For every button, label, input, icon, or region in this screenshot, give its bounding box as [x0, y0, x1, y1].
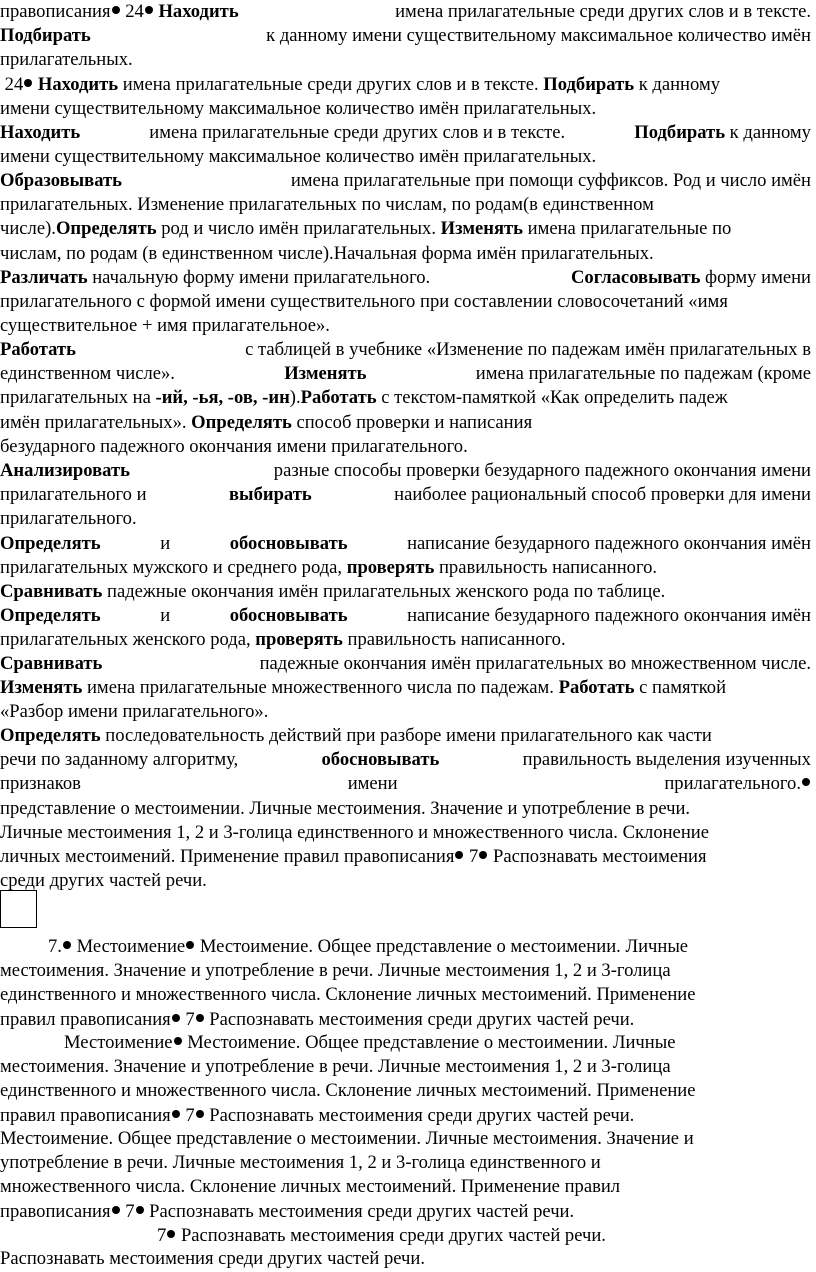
text-run: правильность выделения изученных	[518, 749, 811, 771]
text-line	[0, 338, 811, 362]
paragraph-15	[0, 1247, 811, 1271]
text-run: падежные окончания имён прилагательных женского рода по таблице.	[102, 581, 666, 603]
paragraph-2	[0, 73, 811, 121]
text-run: форму имени	[700, 266, 811, 288]
text-line: «Разбор имени прилагательного».	[0, 701, 269, 723]
text-line	[0, 772, 811, 796]
paragraph-7	[0, 532, 811, 605]
text-run: Распознавать местоимения среди других частей речи.	[204, 1008, 635, 1030]
paragraph-14	[0, 1224, 811, 1248]
bullet-icon	[167, 1230, 175, 1238]
text-run: Местоимение	[71, 936, 186, 957]
text-line: имени существительному максимальное количество имён прилагательных.	[0, 98, 597, 120]
text-line: безударного падежного окончания имени прилагательного.	[0, 435, 468, 457]
bold-verb: Работать	[558, 677, 635, 699]
text-run: последовательность действий при разборе имени прилагательного как части	[100, 725, 712, 746]
text-run: имена прилагательные по падежам (кроме	[471, 363, 811, 385]
bullet-icon	[63, 941, 71, 949]
text-run: прилагательного.	[664, 773, 801, 795]
bullet-icon	[172, 1110, 180, 1118]
text-line: прилагательных. Изменение прилагательных по числам, по родам(в единственном	[0, 194, 654, 216]
text-run: 24	[0, 74, 24, 95]
text-line	[0, 217, 811, 241]
text-run: 7	[464, 845, 479, 867]
bold-verb: Работать	[300, 387, 377, 409]
text-run: прилагательного и	[0, 484, 152, 506]
text-run: с текстом-памяткой «Как определить падеж	[376, 387, 728, 409]
bold-verb: Изменять	[440, 218, 523, 240]
text-run: Распознавать местоимения среди других частей речи.	[144, 1200, 575, 1222]
text-run: правописания	[0, 1200, 111, 1222]
text-run: наиболее рациональный способ проверки для имени	[389, 484, 811, 506]
text-run: речи по заданному алгоритму,	[0, 749, 243, 771]
text-run: падежные окончания имён прилагательных во множественном числе.	[254, 653, 811, 674]
text-line: Личные местоимения 1, 2 и 3-голица единственного и множественного числа. Склонение	[0, 821, 709, 843]
text-line	[0, 628, 811, 652]
bullet-icon	[479, 851, 487, 859]
bold-verb: проверять	[255, 629, 343, 651]
text-run: прилагательных мужского и среднего рода,	[0, 557, 347, 579]
bold-verb: Находить	[0, 122, 81, 143]
bold-verb: Определять	[191, 411, 292, 433]
paragraph-5	[0, 338, 811, 459]
text-line	[0, 483, 811, 507]
bold-verb: обосновывать	[229, 533, 348, 554]
text-run: имена прилагательные среди других слов и в тексте.	[390, 1, 811, 22]
text-run: ).	[289, 387, 301, 409]
text-line	[0, 362, 811, 386]
text-line	[0, 1200, 811, 1224]
text-line	[0, 1031, 811, 1055]
text-line	[0, 0, 811, 24]
bold-verb: Сравнивать	[0, 653, 103, 674]
text-line	[0, 652, 811, 676]
text-run: и	[155, 605, 175, 626]
text-run: имени	[347, 773, 398, 795]
text-run: признаков	[0, 773, 81, 795]
bold-verb: Находить	[37, 74, 119, 95]
text-run: имена прилагательные среди других слов и в тексте.	[144, 122, 570, 143]
text-line: местоимения. Значение и употребление в речи. Личные местоимения 1, 2 и 3-голица	[0, 960, 671, 982]
empty-box	[0, 890, 37, 928]
text-run: прилагательных женского рода,	[0, 629, 256, 651]
bullet-icon	[196, 1110, 204, 1118]
text-line: имени существительному максимальное количество имён прилагательных.	[0, 146, 597, 168]
bold-suffixes: -ий, -ья, -ов, -ин	[155, 387, 290, 409]
text-line	[0, 386, 811, 410]
text-run: род и число имён прилагательных.	[156, 218, 441, 240]
bold-verb: Работать	[0, 339, 76, 360]
text-run: Местоимение	[64, 1032, 173, 1053]
text-line	[0, 676, 811, 700]
bold-verb: Различать	[0, 266, 88, 288]
text-line	[0, 459, 811, 483]
paragraph-10	[0, 724, 811, 893]
text-run: начальную форму имени прилагательного.	[87, 266, 435, 288]
text-run: числе).	[0, 218, 56, 240]
text-run: 24	[120, 1, 144, 22]
paragraph-6	[0, 459, 811, 532]
bullet-icon	[455, 851, 463, 859]
text-run: Распознавать местоимения среди других частей речи.	[176, 1225, 606, 1246]
text-run: с таблицей в учебнике «Изменение по падежам имён прилагательных в	[240, 339, 811, 360]
text-line: единственного и множественного числа. Склонение личных местоимений. Применение	[0, 1080, 696, 1102]
paragraph-8	[0, 604, 811, 652]
bold-verb: Сравнивать	[0, 581, 103, 603]
text-run: 7	[157, 1225, 167, 1246]
text-line	[0, 121, 811, 145]
bold-verb: проверять	[346, 557, 435, 579]
text-line	[0, 935, 811, 959]
text-line	[0, 1104, 811, 1128]
bullet-icon	[136, 1206, 144, 1214]
bullet-icon	[112, 6, 120, 14]
bullet-icon	[186, 941, 194, 949]
text-run: написание безударного падежного окончания имён	[402, 605, 811, 626]
text-run: Местоимение. Общее представление о местоимении. Личные	[195, 936, 689, 957]
text-line	[0, 1224, 811, 1248]
text-line: прилагательного.	[0, 508, 137, 530]
text-run: к данному	[725, 122, 811, 143]
text-line: прилагательного с формой имени существительного при составлении словосочетаний «имя	[0, 290, 728, 312]
text-run: имена прилагательные множественного числа по падежам.	[82, 677, 559, 699]
text-line	[0, 24, 811, 48]
paragraph-4	[0, 169, 811, 338]
text-run: имена прилагательные среди других слов и в тексте.	[118, 74, 544, 95]
bold-verb: Согласовывать	[570, 266, 701, 288]
bold-verb: Изменять	[284, 363, 367, 385]
text-line: множественного числа. Склонение личных местоимений. Применение правил	[0, 1176, 621, 1198]
bold-verb: Подбирать	[543, 74, 635, 95]
text-run: правописания	[0, 1, 111, 22]
text-run: с памяткой	[634, 677, 727, 699]
text-line	[0, 845, 811, 869]
bold-verb: Определять	[0, 605, 101, 626]
text-line	[0, 266, 811, 290]
text-line	[0, 169, 811, 193]
text-run: Распознавать местоимения	[488, 845, 707, 867]
bold-verb: обосновывать	[321, 749, 440, 771]
text-run: написание безударного падежного окончания имён	[402, 533, 811, 554]
text-line: единственного и множественного числа. Склонение личных местоимений. Применение	[0, 984, 696, 1006]
text-run: и	[155, 533, 175, 554]
text-line	[0, 73, 811, 97]
text-run: 7	[120, 1200, 135, 1222]
bullet-icon	[802, 778, 810, 786]
bold-verb: обосновывать	[229, 605, 348, 626]
paragraph-11	[0, 935, 811, 1032]
text-run: правил правописания	[0, 1104, 171, 1126]
bold-verb: Определять	[0, 725, 101, 746]
text-run: Распознавать местоимения среди других частей речи.	[204, 1104, 635, 1126]
text-line	[0, 411, 811, 435]
text-run: прилагательных на	[0, 387, 156, 409]
text-line: представление о местоимении. Личные местоимения. Значение и употребление в речи.	[0, 797, 691, 819]
text-line	[0, 1008, 811, 1032]
bullet-icon	[112, 1206, 120, 1214]
bold-verb: Определять	[55, 218, 157, 240]
text-run: к данному	[634, 74, 721, 95]
text-run: правильность написанного.	[342, 629, 566, 651]
text-line	[0, 748, 811, 772]
paragraph-3	[0, 121, 811, 169]
text-line: среди других частей речи.	[0, 870, 207, 892]
text-run: способ проверки и написания	[291, 411, 533, 433]
text-line	[0, 532, 811, 556]
paragraph-9	[0, 652, 811, 725]
text-run: единственном числе».	[0, 363, 180, 385]
text-line: прилагательных.	[0, 49, 133, 71]
text-run: 7	[180, 1104, 195, 1126]
text-run: имён прилагательных».	[0, 411, 192, 433]
paragraph-13	[0, 1127, 811, 1224]
text-run: имена прилагательные по	[522, 218, 732, 240]
bullet-icon	[174, 1037, 182, 1045]
bold-verb: выбирать	[229, 484, 312, 506]
bullet-icon	[145, 6, 153, 14]
text-line: существительное + имя прилагательное».	[0, 315, 330, 337]
bold-verb: Анализировать	[0, 460, 130, 481]
text-line: употребление в речи. Личные местоимения 1, 2 и 3-голица единственного и	[0, 1152, 601, 1174]
text-run: личных местоимений. Применение правил правописания	[0, 845, 455, 867]
text-run: разные способы проверки безударного падежного окончания имени	[269, 460, 811, 481]
text-run: 7	[180, 1008, 195, 1030]
text-run: имена прилагательные при помощи суффиксов. Род и число имён	[286, 170, 811, 191]
text-run: к данному имени существительному максимальное количество имён	[261, 25, 811, 47]
bold-verb: Изменять	[0, 677, 83, 699]
text-run: Местоимение. Общее представление о местоимении. Личные	[182, 1032, 676, 1053]
bold-verb: Подбирать	[0, 25, 91, 47]
text-line: Распознавать местоимения среди других частей речи.	[0, 1248, 426, 1269]
bullet-icon	[196, 1014, 204, 1022]
bold-verb: Образовывать	[0, 170, 122, 191]
bullet-icon	[24, 79, 32, 87]
text-line: местоимения. Значение и употребление в речи. Личные местоимения 1, 2 и 3-голица	[0, 1056, 671, 1078]
text-run: правильность написанного.	[434, 557, 658, 579]
bold-verb: Находить	[158, 1, 239, 22]
bold-verb: Подбирать	[634, 122, 726, 143]
text-line: Местоимение. Общее представление о местоимении. Личные местоимения. Значение и	[0, 1128, 694, 1149]
bold-verb: Определять	[0, 533, 101, 554]
text-line	[0, 556, 811, 580]
text-run: 7.	[48, 936, 62, 957]
bullet-icon	[172, 1014, 180, 1022]
text-line	[0, 724, 811, 748]
paragraph-12	[0, 1031, 811, 1128]
text-run: правил правописания	[0, 1008, 171, 1030]
text-line: числам, по родам (в единственном числе).Начальная форма имён прилагательных.	[0, 242, 654, 264]
text-line	[0, 580, 811, 604]
paragraph-1	[0, 0, 811, 73]
text-line	[0, 604, 811, 628]
